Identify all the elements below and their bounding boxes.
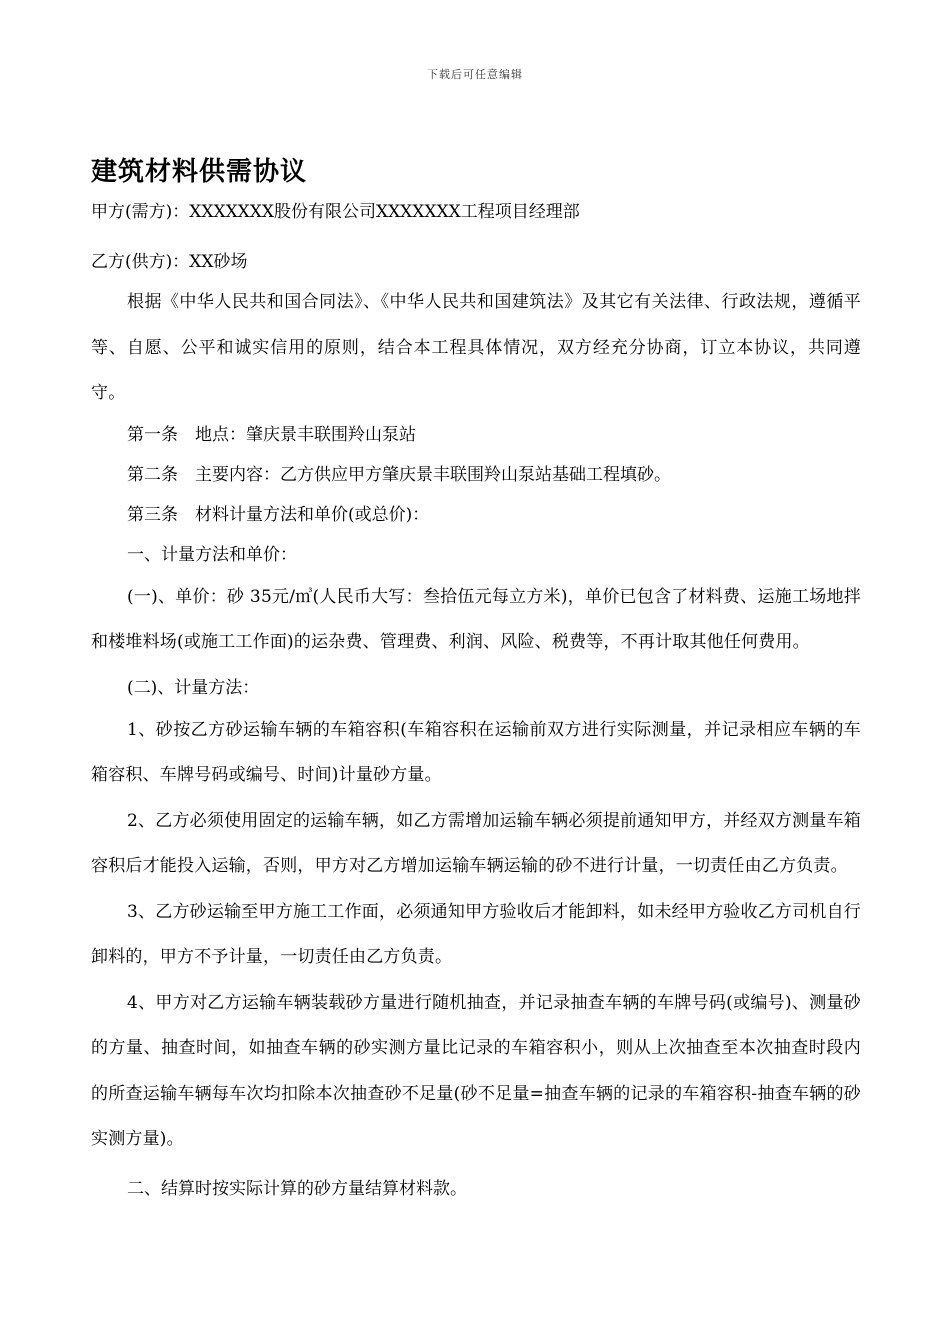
article-3: 第三条 材料计量方法和单价(或总价)：: [127, 504, 430, 525]
party-a-line: 甲方(需方)：XXXXXXX股份有限公司XXXXXXX工程项目经理部: [91, 202, 580, 222]
document-body: [91, 152, 861, 1209]
party-b-line: 乙方(供方)：XX砂场: [91, 252, 248, 272]
section-2: 二、结算时按实际计算的砂方量结算材料款。: [127, 1178, 467, 1199]
method-heading: (二)、计量方法：: [127, 677, 260, 698]
method-item-4: 4、甲方对乙方运输车辆装载砂方量进行随机抽查，并记录抽查车辆的车牌号码(或编号)、测量砂的方量、抽查时间，如抽查车辆的砂实测方量比记录的车箱容积小，则从上次抽查至本次抽查时段内的所查运输车辆每车次均扣除本次抽查砂不足量(砂不足量=抽查车辆的记录的车箱容积-抽查车辆的砂实测方量)。: [91, 992, 861, 1149]
document-title: 建筑材料供需协议: [91, 157, 308, 187]
article-1: 第一条 地点：肇庆景丰联围羚山泵站: [127, 424, 416, 445]
article-2: 第二条 主要内容：乙方供应甲方肇庆景丰联围羚山泵站基础工程填砂。: [127, 464, 671, 485]
method-item-3: 3、乙方砂运输至甲方施工工作面，必须通知甲方验收后才能卸料，如未经甲方验收乙方司机自行卸料的，甲方不予计量，一切责任由乙方负责。: [91, 901, 861, 967]
preamble-paragraph: 根据《中华人民共和国合同法》、《中华人民共和国建筑法》及其它有关法律、行政法规，遵循平等、自愿、公平和诚实信用的原则，结合本工程具体情况，双方经充分协商，订立本协议，共同遵守。: [91, 292, 861, 403]
header-note: 下载后可任意编辑: [427, 68, 523, 81]
method-item-2: 2、乙方必须使用固定的运输车辆，如乙方需增加运输车辆必须提前通知甲方，并经双方测量车箱容积后才能投入运输，否则，甲方对乙方增加运输车辆运输的砂不进行计量，一切责任由乙方负责。: [91, 810, 861, 876]
method-item-1: 1、砂按乙方砂运输车辆的车箱容积(车箱容积在运输前双方进行实际测量，并记录相应车辆的车箱容积、车牌号码或编号、时间)计量砂方量。: [91, 719, 861, 785]
section-1-heading: 一、计量方法和单价：: [127, 544, 297, 565]
unit-price-paragraph: (一)、单价：砂 35元/㎥(人民币大写：叁拾伍元每立方米)，单价已包含了材料费、运施工场地拌和楼堆料场(或施工工作面)的运杂费、管理费、利润、风险、税费等，不再计取其他任何费用。: [91, 586, 861, 652]
